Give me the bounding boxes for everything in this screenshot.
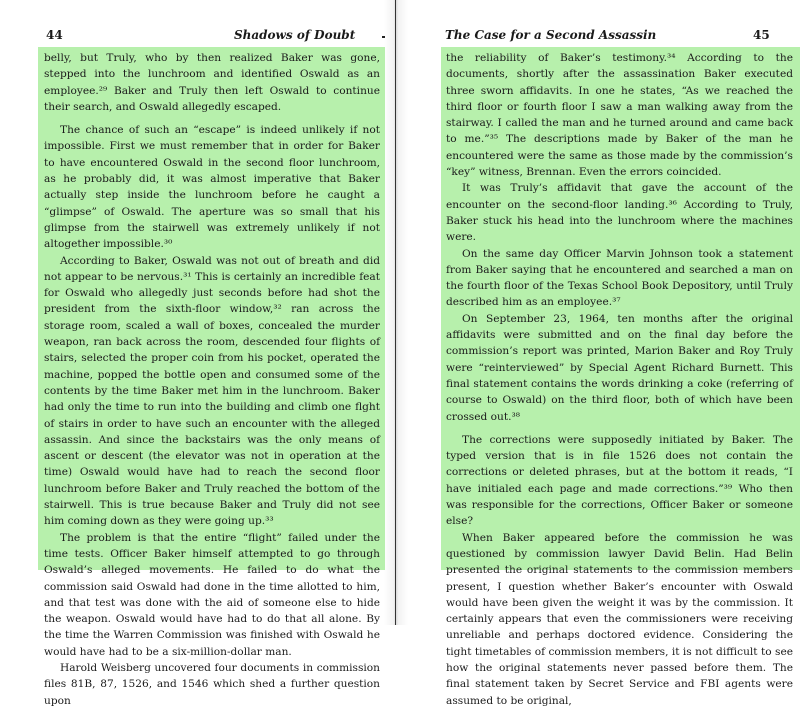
paragraph: belly, but Truly, who by then realized Baker was gone, stepped into the lunchroom and identified Oswald as an employee.²⁹ Baker and Truly then left Oswald to continue their search, and Oswald allegedly escaped.: [44, 52, 380, 113]
paragraph: On the same day Officer Marvin Johnson took a statement from Baker saying that he encountered and searched a man on the fourth floor of the Texas School Book Depository, until Truly described him as an employee.³⁷: [446, 247, 793, 309]
right-page-number: 45: [753, 28, 770, 42]
paragraph: The problem is that the entire “flight” failed under the time tests. Officer Baker himself attempted to go through Oswald’s alleged movements. He failed to do what the commission said Oswald had done in the time allotted to him, and that test was done with the aid of someone else to hide the weapon. Oswald would have had to do that all alone. By the time the Warren Commission was finished with Oswald he would have had to be a six-million-dollar man.: [44, 531, 380, 658]
right-page: [405, 0, 800, 707]
paragraph: The chance of such an “escape” is indeed unlikely if not impossible. First we must remember that in order for Baker to have encountered Oswald in the second floor lunchroom, as he probably did, it was almost imperative that Baker actually step inside the lunchroom before he caught a “glimpse” of Oswald. The aperture was so small that his glimpse from the stairwell was extremely unlikely if not altogether impossible.³⁰: [44, 124, 380, 251]
paragraph: On September 23, 1964, ten months after the original affidavits were submitted and on the final day before the commission’s report was printed, Marion Baker and Roy Truly were “reinterviewed” by Special Agent Richard Burnett. This final statement contains the words drinking a coke (referring of course to Oswald) on the third floor, both of which have been crossed out.³⁸: [446, 312, 793, 423]
left-running-title: Shadows of Doubt: [234, 28, 356, 42]
paragraph: Harold Weisberg uncovered four documents in commission files 81B, 87, 1526, and 1546 which shed a further question upon: [44, 661, 380, 707]
paragraph: the reliability of Baker’s testimony.³⁴ According to the documents, shortly after the assassination Baker executed three sworn affidavits. In one he states, “As we reached the third floor or fourth floor I saw a man walking away from the stairway. I called the man and he turned around and came back to me.”³⁵ The descriptions made by Baker of the man he encountered were the same as those made by the commission’s “key” witness, Brennan. Even the errors coincided.: [446, 52, 793, 179]
paragraph: It was Truly’s affidavit that gave the account of the encounter on the second-floor landing.³⁶ According to Truly, Baker stuck his head into the lunchroom where the machines were.: [446, 182, 793, 244]
left-page: [0, 0, 395, 707]
paragraph: When Baker appeared before the commission he was questioned by commission lawyer David Belin. Had Belin presented the original statements to the commission members present, I question whether Baker’s encounter with Oswald would have been given the weight it was by the commission. It certainly appears that even the commissioners were receiving unreliable and perhaps doctored evidence. Considering the tight timetables of commission members, it is not difficult to see how the original statements never passed before them. The final statement taken by Secret Service and FBI agents were assumed to be original,: [446, 531, 793, 707]
right-page-body[interactable]: [446, 50, 793, 709]
paragraph: According to Baker, Oswald was not out of breath and did not appear to be nervous.³¹ This is certainly an incredible feat for Oswald who allegedly just seconds before had shot the president from the sixth-floor window,³² ran across the storage room, scaled a wall of boxes, concealed the murder weapon, ran back across the room, descended four flights of stairs, selected the proper coin from his pocket, operated the machine, popped the bottle open and consumed some of the contents by the time Baker met him in the lunchroom. Baker had only the time to run into the building and climb one flght of stairs in order to have such an encounter with the alleged assassin. And since the backstairs was the only means of ascent or descent (the elevator was not in operation at the time) Oswald would have had to reach the second floor lunchroom before Baker and Truly reached the bottom of the stairwell. This is true because Baker and Truly did not see him coming down as they were going up.³³: [44, 254, 380, 528]
left-page-body[interactable]: [44, 50, 380, 709]
paragraph: The corrections were supposedly initiated by Baker. The typed version that is in file 1526 does not contain the corrections or deleted phrases, but at the bottom it reads, “I have initialed each page and made corrections.”³⁹ Who then was responsible for the corrections, Officer Baker or someone else?: [446, 433, 793, 528]
gutter-fold-line: [395, 0, 396, 625]
left-page-number: 44: [46, 28, 63, 42]
right-running-title: The Case for a Second Assassin: [445, 28, 657, 42]
